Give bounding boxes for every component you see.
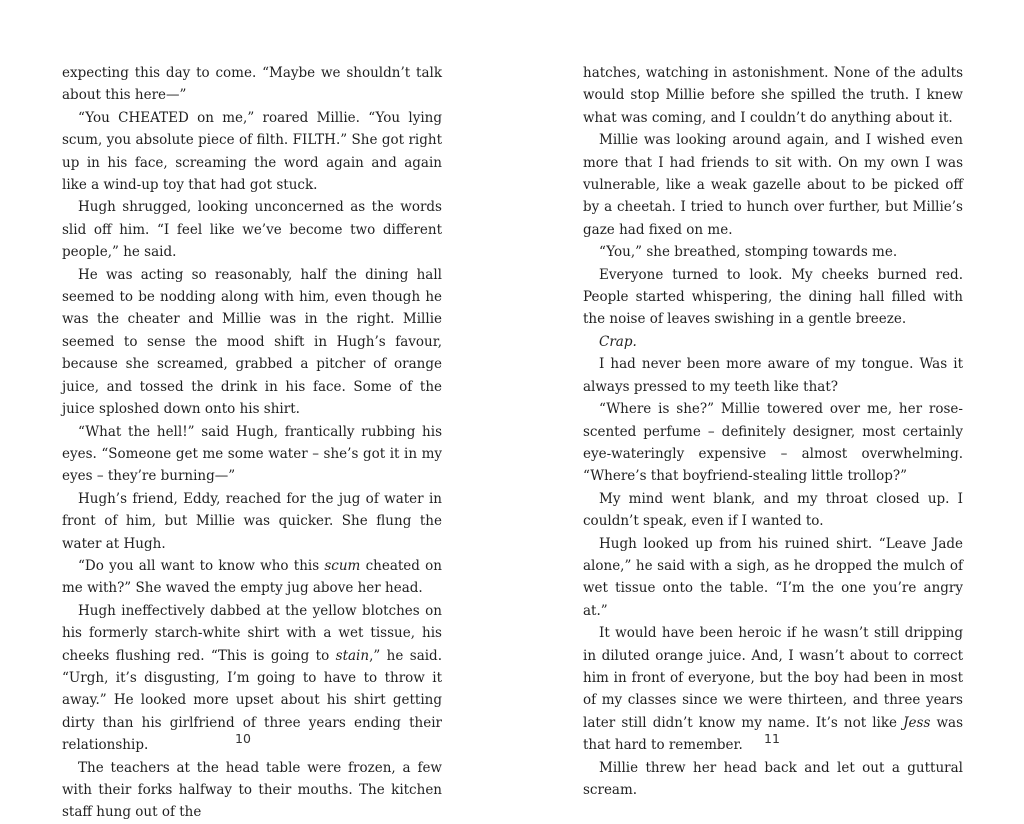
text-run: was that hard to remember. bbox=[583, 714, 964, 754]
text-run: Everyone turned to look. My cheeks burned red. People started whispering, the dining hall filled with the noise of leaves swishing in a gentle breeze. bbox=[583, 266, 963, 328]
paragraph bbox=[62, 421, 442, 488]
left-page-text bbox=[62, 62, 442, 824]
paragraph bbox=[583, 488, 963, 533]
paragraph bbox=[583, 398, 963, 488]
text-run: The teachers at the head table were frozen, a few with their forks halfway to their mouths. The kitchen staff hung out of the bbox=[62, 759, 442, 821]
text-run: “Do you all want to know who this bbox=[78, 557, 325, 574]
paragraph bbox=[62, 488, 442, 555]
right-page-number: 11 bbox=[764, 731, 780, 746]
left-page-number: 10 bbox=[235, 731, 251, 746]
text-run: Hugh ineffectively dabbed at the yellow blotches on his formerly starch-white shirt with a wet tissue, his cheeks flushing red. “This is going to bbox=[62, 602, 442, 664]
right-page-text bbox=[583, 62, 963, 801]
text-run: “Where is she?” Millie towered over me, her rose-scented perfume – definitely designer, most certainly eye-wateringly expensive – almost overwhelming. “Where’s that boyfriend-stealing little trollop?” bbox=[583, 401, 963, 485]
text-run: Hugh’s friend, Eddy, reached for the jug of water in front of him, but Millie was quicker. She flung the water at Hugh. bbox=[62, 490, 442, 552]
text-run: expecting this day to come. “Maybe we shouldn’t talk about this here—” bbox=[62, 65, 442, 104]
text-run: Millie threw her head back and let out a guttural scream. bbox=[583, 759, 963, 798]
paragraph bbox=[62, 62, 442, 107]
paragraph bbox=[583, 533, 963, 623]
text-run: cheated on me with?” She waved the empty jug above her head. bbox=[62, 557, 442, 597]
italic-text: stain bbox=[335, 647, 370, 664]
paragraph bbox=[583, 129, 963, 241]
paragraph bbox=[62, 757, 442, 824]
text-run: He was acting so reasonably, half the dining hall seemed to be nodding along with him, even though he was the cheater and Millie was in the right. Millie seemed to sense the mood shift in Hugh’s favour, because she screamed, grabbed a pitcher of orange juice, and tossed the drink in his face. Some of the juice sploshed down onto his shirt. bbox=[62, 266, 442, 418]
paragraph bbox=[62, 555, 442, 600]
italic-text: Crap. bbox=[599, 333, 637, 350]
italic-text: Jess bbox=[903, 714, 931, 731]
text-run: I had never been more aware of my tongue. Was it always pressed to my teeth like that? bbox=[583, 356, 963, 395]
paragraph bbox=[62, 264, 442, 421]
paragraph bbox=[583, 353, 963, 398]
paragraph bbox=[583, 264, 963, 331]
text-run: Millie was looking around again, and I wished even more that I had friends to sit with. On my own I was vulnerable, like a weak gazelle about to be picked off by a cheetah. I tried to hunch over further, but Millie’s gaze had fixed on me. bbox=[583, 132, 963, 238]
text-run: “You,” she breathed, stomping towards me. bbox=[599, 244, 898, 261]
text-run: My mind went blank, and my throat closed up. I couldn’t speak, even if I wanted to. bbox=[583, 490, 963, 530]
text-run: Hugh shrugged, looking unconcerned as the words slid off him. “I feel like we’ve become two different people,” he said. bbox=[62, 199, 442, 261]
paragraph bbox=[583, 241, 963, 263]
text-run: “You CHEATED on me,” roared Millie. “You lying scum, you absolute piece of filth. FILTH.” She got right up in his face, screaming the word again and again like a wind-up toy that had got stuck. bbox=[62, 109, 442, 194]
text-run: “What the hell!” said Hugh, frantically rubbing his eyes. “Someone get me some water – she’s got it in my eyes – they’re burning—” bbox=[62, 423, 442, 485]
paragraph bbox=[583, 62, 963, 129]
text-run: ,” he said. “Urgh, it’s disgusting, I’m going to have to throw it away.” He looked more upset about his shirt getting dirty than his girlfriend of three years ending their relationship. bbox=[62, 647, 442, 754]
paragraph bbox=[583, 757, 963, 802]
text-run: It would have been heroic if he wasn’t still dripping in diluted orange juice. And, I wasn’t about to correct him in front of everyone, but the boy had been in most of my classes since we were thirteen, and three years later still didn’t know my name. It’s not like bbox=[583, 625, 963, 731]
italic-text: scum bbox=[324, 557, 361, 574]
text-run: Hugh looked up from his ruined shirt. “Leave Jade alone,” he said with a sigh, as he dropped the mulch of wet tissue onto the table. “I’m the one you’re angry at.” bbox=[583, 535, 963, 619]
text-run: hatches, watching in astonishment. None of the adults would stop Millie before she spilled the truth. I knew what was coming, and I couldn’t do anything about it. bbox=[583, 65, 963, 126]
paragraph bbox=[62, 196, 442, 263]
paragraph bbox=[583, 331, 963, 353]
paragraph bbox=[62, 107, 442, 197]
